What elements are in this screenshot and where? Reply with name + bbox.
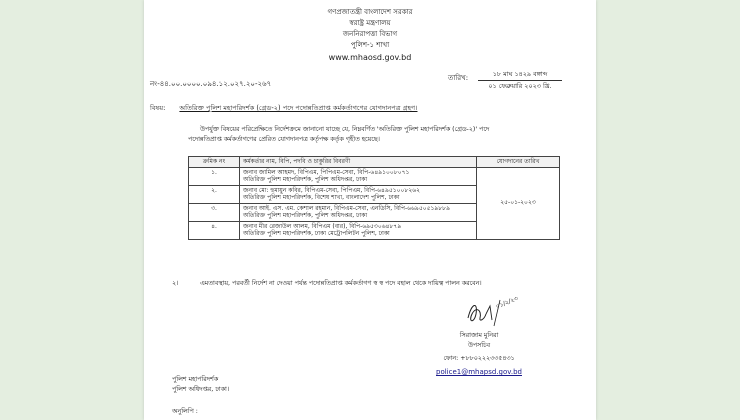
officer-posting: অতিরিক্ত পুলিশ মহাপরিদর্শক, পুলিশ অধিদপ্তর, ঢাকা xyxy=(243,212,368,219)
date-bangla: ১৮ মাঘ ১৪২৯ বঙ্গাব্দ xyxy=(492,70,548,78)
memo-number: নং-৪৪.০০.০০০০.০৯৪.১২.০২৭.২০-২৬৭ xyxy=(150,80,272,88)
row-serial: ২. xyxy=(189,185,240,203)
column-header-serial: ক্রমিক নং xyxy=(189,157,240,168)
signature-date: ০১/২/২৩ xyxy=(494,295,520,311)
table-header-row xyxy=(189,157,560,168)
officer-posting: অতিরিক্ত পুলিশ মহাপরিদর্শক, বিশেষ শাখা, বাংলাদেশ পুলিশ, ঢাকা xyxy=(243,194,400,201)
officer-name: জনাব মীর রেজাউল আলম, বিপিএম (বার), বিপি-৬৯৫৩০৬৪৮৭৯ xyxy=(243,222,402,230)
column-header-joining-date: যোগদানের তারিখ xyxy=(477,157,560,168)
row-officer xyxy=(240,185,477,203)
row-officer xyxy=(240,167,477,185)
table-row xyxy=(189,167,560,185)
signatory-name: সিরাজাম মুনিরা xyxy=(459,332,499,339)
paragraph-2-number: ২। xyxy=(172,280,179,287)
date-divider xyxy=(478,80,562,81)
copy-label: অনুলিপি : xyxy=(172,408,198,415)
row-officer xyxy=(240,203,477,221)
row-serial: ১. xyxy=(189,167,240,185)
letterhead-government: গণপ্রজাতন্ত্রী বাংলাদেশ সরকার xyxy=(327,8,413,16)
letterhead-section: পুলিশ-১ শাখা xyxy=(350,41,390,49)
row-officer xyxy=(240,221,477,239)
letterhead-division: জননিরাপত্তা বিভাগ xyxy=(342,30,398,38)
letterhead-ministry: স্বরাষ্ট্র মন্ত্রণালয় xyxy=(349,19,391,27)
officer-name: জনাব আই. এস. এম. কেশাল রহমান, বিপিএম-সেবা, এনডিসি, বিপি-৬৬৯৫০৫১৯৮৮৯ xyxy=(243,204,450,212)
recipient-title: পুলিশ মহাপরিদর্শক xyxy=(172,376,219,383)
signatory-email[interactable]: police1@mhapsd.gov.bd xyxy=(436,368,522,376)
signatory-designation: উপসচিব xyxy=(467,342,491,349)
column-header-officer: কর্মকর্তার নাম, বিপি, পদবি ও চাকুরির বিবরণী xyxy=(240,157,477,168)
document-page xyxy=(144,0,596,420)
signatory-phone: ফোন: +৮৮০২২২৩৩৫৪৩১ xyxy=(443,355,515,362)
body-paragraph-line2: পদোন্নতিপ্রাপ্ত কর্মকর্তাগণের প্রেরিত যোগদানপত্র কর্তৃপক্ষ কর্তৃক গৃহীত হয়েছে। xyxy=(188,136,380,143)
subject-label: বিষয়: xyxy=(150,104,166,112)
officer-name: জনাব মো: হুমায়ুন কবির, বিপিএম-সেবা, পিপিএম, বিপি-৬৪৯৫১০০৮২৬২ xyxy=(243,186,421,194)
officer-name: জনাব জামিল আহমদ, বিপিএম, পিপিএম-সেবা, বিপি-৬৪৯১০০৮০৭১ xyxy=(243,168,410,176)
officer-posting: অতিরিক্ত পুলিশ মহাপরিদর্শক, পুলিশ অধিদপ্তর, ঢাকা xyxy=(243,176,368,183)
recipient-office: পুলিশ অধিদপ্তর, ঢাকা। xyxy=(172,386,230,393)
subject-line xyxy=(150,102,417,114)
subject-text: অতিরিক্ত পুলিশ মহাপরিদর্শক (গ্রেড-২) পদে পদোন্নতিপ্রাপ্ত কর্মকর্তাগণের যোগদানপত্র গ্রহণ। xyxy=(179,104,418,112)
row-serial: ৪. xyxy=(189,221,240,239)
date-english: ০১ ফেব্রুয়ারি ২০২৩ খ্রি. xyxy=(488,82,552,90)
paragraph-2-text: এমতাবস্থায়, পরবর্তী নির্দেশ না দেওয়া পর্যন্ত পদোন্নতিপ্রাপ্ত কর্মকর্তাগণ স্ব স্ব পদে বহাল থেকে দায়িত্ব পালন করবেন। xyxy=(200,280,482,287)
letterhead-website[interactable]: www.mhaosd.gov.bd xyxy=(328,53,412,62)
officer-posting: অতিরিক্ত পুলিশ মহাপরিদর্শক, ঢাকা মেট্রোপলিটন পুলিশ, ঢাকা xyxy=(243,230,390,237)
body-paragraph-line1: উপর্যুক্ত বিষয়ের পরিপ্রেক্ষিতে নির্দেশক্রমে জানানো যাচ্ছে যে, নিম্নবর্ণিত 'অতিরিক্ত পুলিশ মহাপরিদর্শক (গ্রেড-২)' পদে xyxy=(200,126,490,133)
row-serial: ৩. xyxy=(189,203,240,221)
date-label: তারিখ: xyxy=(448,74,469,82)
officers-table xyxy=(188,156,560,240)
joining-date-cell: ২৫-০১-২০২৩ xyxy=(477,167,560,239)
